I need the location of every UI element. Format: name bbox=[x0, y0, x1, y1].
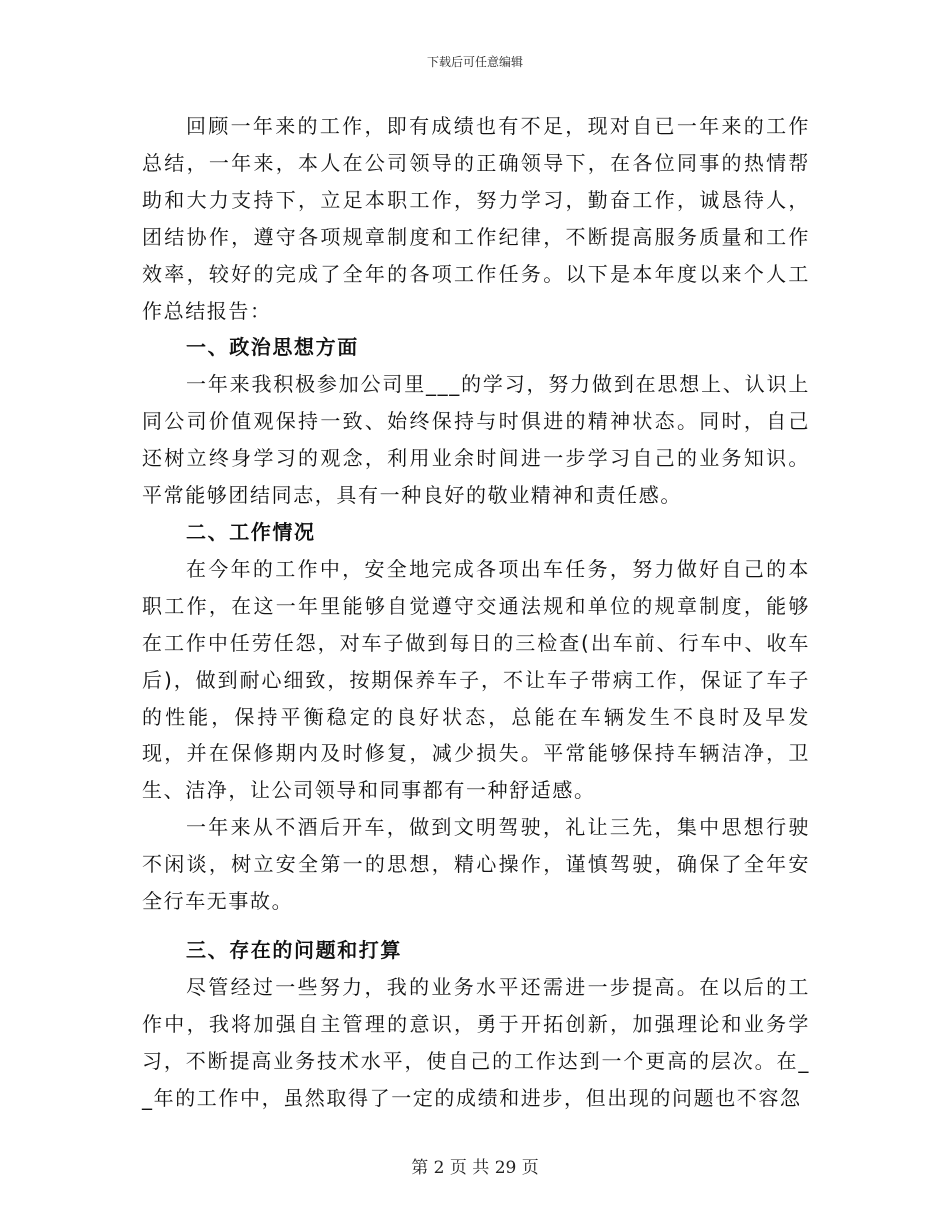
section-heading-politics: 一、政治思想方面 bbox=[186, 335, 359, 360]
section-work-paragraph-1: 在今年的工作中，安全地完成各项出车任务，努力做好自己的本职工作，在这一年里能够自觉遵守交通法规和单位的规章制度，能够在工作中任劳任怨，对车子做到每日的三检查(出车前、行车中、收车后)，做到耐心细致，按期保养车子，不让车子带病工作，保证了车子的性能，保持平衡稳定的良好状态，总能在车辆发生不良时及早发现，并在保修期内及时修复，减少损失。平常能够保持车辆洁净，卫生、洁净，让公司领导和同事都有一种舒适感。 bbox=[142, 556, 810, 803]
page-footer: 第 2 页 共 29 页 bbox=[411, 1158, 539, 1178]
section-heading-issues: 三、存在的问题和打算 bbox=[186, 937, 402, 962]
section-politics-paragraph: 一年来我积极参加公司里___的学习，努力做到在思想上、认识上同公司价值观保持一致、始终保持与时俱进的精神状态。同时，自己还树立终身学习的观念，利用业余时间进一步学习自己的业务知识。平常能够团结同志，具有一种良好的敬业精神和责任感。 bbox=[142, 372, 810, 508]
section-work-paragraph-2: 一年来从不酒后开车，做到文明驾驶，礼让三先，集中思想行驶不闲谈，树立安全第一的思想，精心操作，谨慎驾驶，确保了全年安全行车无事故。 bbox=[142, 815, 810, 914]
section-issues-paragraph: 尽管经过一些努力，我的业务水平还需进一步提高。在以后的工作中，我将加强自主管理的意识，勇于开拓创新，加强理论和业务学习，不断提高业务技术水平，使自己的工作达到一个更高的层次。在__年的工作中，虽然取得了一定的成绩和进步，但出现的问题也不容忽 bbox=[142, 974, 810, 1110]
intro-paragraph: 回顾一年来的工作，即有成绩也有不足，现对自已一年来的工作总结，一年来，本人在公司领导的正确领导下，在各位同事的热情帮助和大力支持下，立足本职工作，努力学习，勤奋工作，诚恳待人，团结协作，遵守各项规章制度和工作纪律，不断提高服务质量和工作效率，较好的完成了全年的各项工作任务。以下是本年度以来个人工作总结报告： bbox=[142, 114, 810, 323]
document-body bbox=[142, 108, 810, 1116]
section-heading-work: 二、工作情况 bbox=[186, 519, 316, 544]
page-header: 下载后可任意编辑 bbox=[426, 55, 523, 69]
